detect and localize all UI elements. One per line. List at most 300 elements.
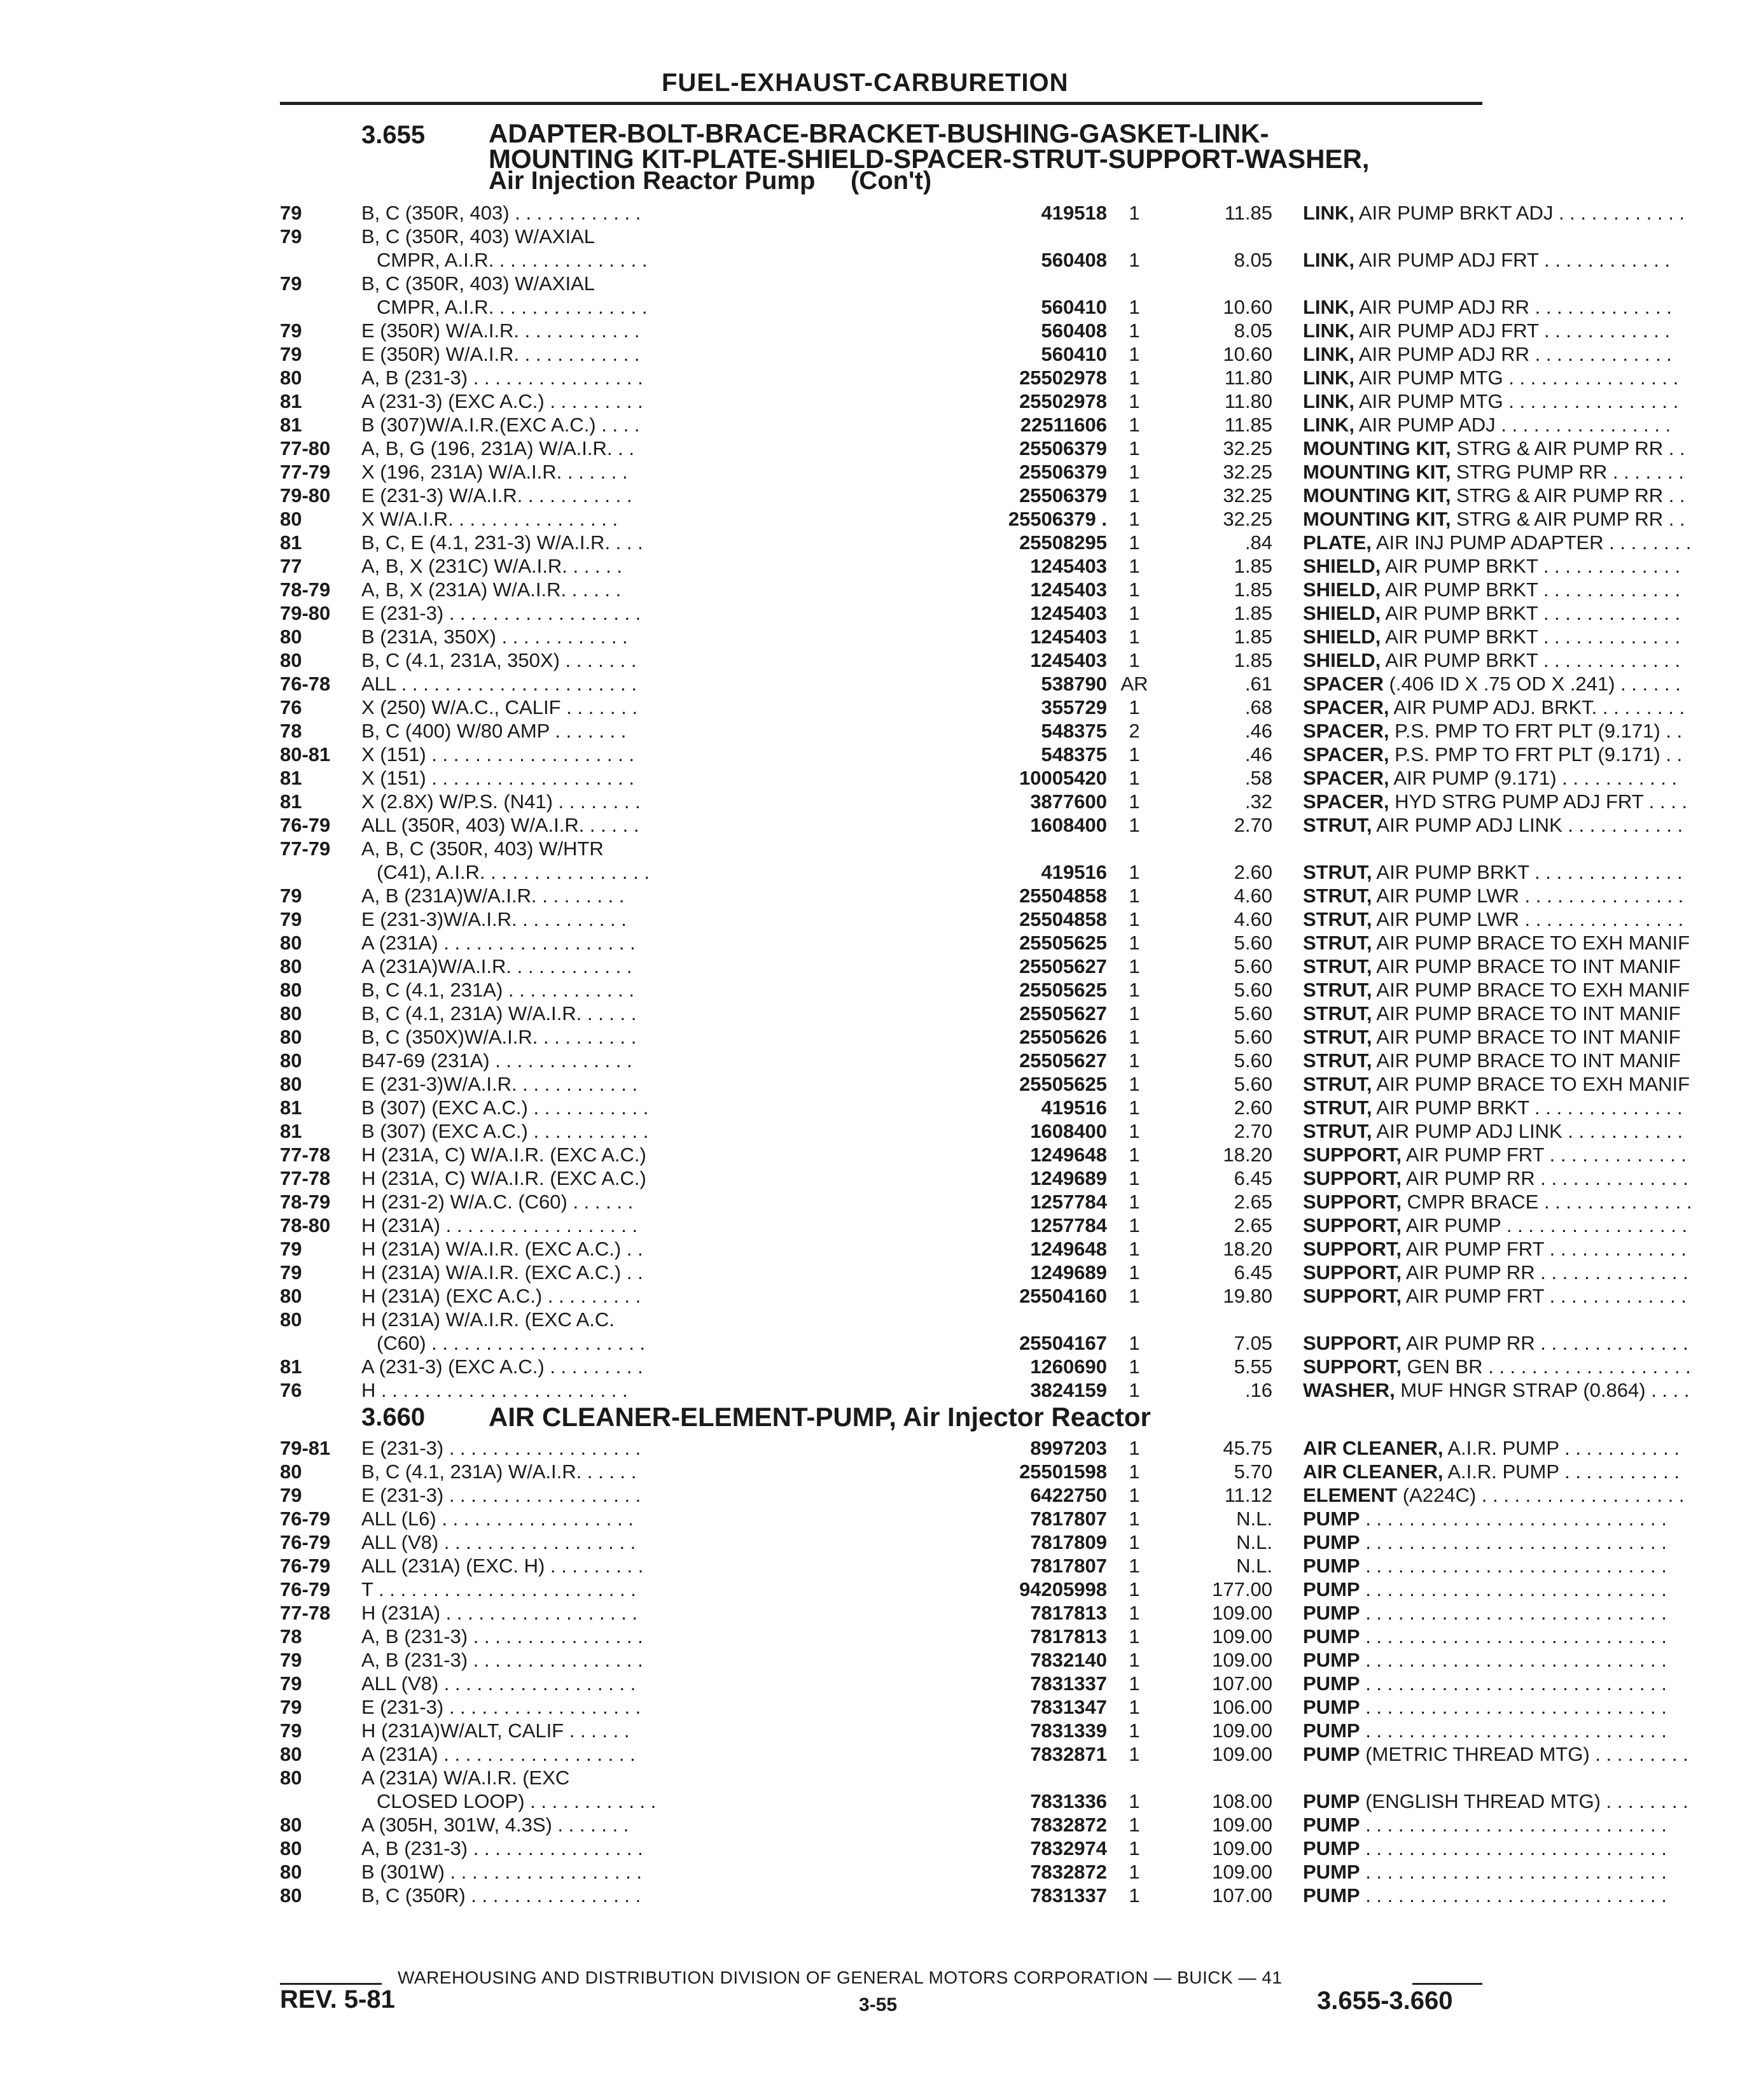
description-detail: . . . . . . . . . . . . . . . . . . . . . . . . . . . . <box>1360 1837 1667 1859</box>
year-cell: 81 <box>280 790 302 813</box>
quantity-cell: 1 <box>1129 955 1140 977</box>
price-cell: 107.00 <box>1212 1672 1272 1695</box>
price-cell: 5.60 <box>1234 1049 1272 1072</box>
description-detail: (.406 ID X .75 OD X .241) . . . . . . <box>1383 673 1681 695</box>
table-row <box>280 1214 1688 1237</box>
application-cell: H (231A) W/A.I.R. (EXC A.C.) . . <box>361 1238 643 1260</box>
description-cell <box>1303 907 1761 931</box>
description-cell <box>1303 1025 1761 1049</box>
description-cell <box>1303 1355 1761 1378</box>
section2-table <box>280 1436 1688 1907</box>
description-name: LINK, <box>1303 319 1354 342</box>
price-cell: .32 <box>1244 790 1272 813</box>
quantity-cell: 1 <box>1129 202 1140 224</box>
description-detail: A.I.R. PUMP . . . . . . . . . . . <box>1443 1460 1680 1483</box>
year-cell: 80 <box>280 367 302 389</box>
price-cell: 11.12 <box>1224 1484 1272 1506</box>
year-cell: 79 <box>280 1484 302 1506</box>
description-cell <box>1303 696 1761 719</box>
table-row <box>280 1460 1680 1483</box>
price-cell: 8.05 <box>1234 249 1272 271</box>
description-name: SUPPORT, <box>1303 1355 1402 1378</box>
application-cell: T . . . . . . . . . . . . . . . . . . . . . . . . <box>361 1578 636 1600</box>
part-number-cell: 25506379 <box>1019 437 1107 459</box>
part-number-cell: 419518 <box>1041 202 1107 224</box>
price-cell: 5.70 <box>1234 1460 1272 1483</box>
price-cell: 109.00 <box>1212 1719 1272 1742</box>
quantity-cell: 1 <box>1129 861 1140 883</box>
table-row <box>280 272 1672 319</box>
quantity-cell: 1 <box>1129 1167 1140 1189</box>
application-cell: B (231A, 350X) . . . . . . . . . . . . <box>361 626 628 648</box>
price-cell: 32.25 <box>1223 437 1272 459</box>
part-number-cell: 560408 <box>1041 319 1107 342</box>
description-name: PUMP <box>1303 1649 1360 1671</box>
price-cell: 5.60 <box>1234 955 1272 977</box>
quantity-cell: 1 <box>1129 1837 1140 1859</box>
description-detail: AIR PUMP BRACE TO INT MANIF <box>1372 1002 1681 1025</box>
header-rule <box>280 102 1482 105</box>
part-number-cell: 25505625 <box>1019 932 1107 954</box>
price-cell: .16 <box>1244 1379 1272 1401</box>
description-cell <box>1303 1554 1761 1578</box>
description-detail: AIR PUMP RR . . . . . . . . . . . . . . <box>1402 1332 1688 1354</box>
table-row <box>280 1554 1667 1578</box>
price-cell: 107.00 <box>1212 1884 1272 1907</box>
section1-title-line1: ADAPTER-BOLT-BRACE-BRACKET-BUSHING-GASKET-LINK- <box>489 118 1269 148</box>
description-detail: . . . . . . . . . . . . . . . . . . . . . . . . . . . . <box>1360 1531 1667 1553</box>
description-name: STRUT, <box>1303 885 1372 907</box>
description-name: LINK, <box>1303 202 1354 224</box>
price-cell: 10.60 <box>1223 343 1272 365</box>
table-row <box>280 1436 1680 1460</box>
table-row <box>280 484 1685 507</box>
description-detail: AIR PUMP BRACE TO INT MANIF <box>1372 1026 1681 1048</box>
description-cell <box>1303 1672 1761 1695</box>
price-cell: 1.85 <box>1234 602 1272 624</box>
application-cell: H (231A) . . . . . . . . . . . . . . . . . . <box>361 1602 638 1624</box>
quantity-cell: 1 <box>1129 1096 1140 1119</box>
year-cell: 78-79 <box>280 578 331 601</box>
table-row <box>280 413 1671 437</box>
price-cell: .46 <box>1244 720 1272 742</box>
year-cell: 79 <box>280 202 302 224</box>
price-cell: 1.85 <box>1234 626 1272 648</box>
description-cell <box>1303 1483 1761 1507</box>
description-name: SUPPORT, <box>1303 1332 1402 1354</box>
price-cell: 5.60 <box>1234 979 1272 1001</box>
year-cell: 81 <box>280 390 302 412</box>
description-cell <box>1303 1648 1761 1672</box>
table-row <box>280 1719 1667 1742</box>
table-row <box>280 907 1684 931</box>
quantity-cell: 1 <box>1129 1049 1140 1072</box>
year-cell: 79 <box>280 319 302 342</box>
table-row <box>280 1625 1667 1648</box>
description-detail: STRG & AIR PUMP RR . . <box>1451 437 1685 459</box>
description-detail: AIR PUMP FRT . . . . . . . . . . . . . <box>1402 1238 1687 1260</box>
description-cell <box>1303 1530 1761 1554</box>
description-cell <box>1303 1378 1761 1402</box>
price-cell: 5.60 <box>1234 1002 1272 1025</box>
price-cell: 6.45 <box>1234 1167 1272 1189</box>
description-name: PUMP <box>1303 1814 1360 1836</box>
part-number-cell: 7831339 <box>1030 1719 1107 1742</box>
part-number-cell: 25506379 <box>1019 484 1107 507</box>
table-row <box>280 389 1679 413</box>
part-number-cell: 560408 <box>1041 249 1107 271</box>
year-cell: 81 <box>280 1120 302 1142</box>
table-row <box>280 1578 1667 1601</box>
table-row <box>280 696 1685 719</box>
part-number-cell: 1257784 <box>1030 1191 1107 1213</box>
part-number-cell: 1245403 <box>1030 626 1107 648</box>
description-cell <box>1303 884 1761 907</box>
description-detail: AIR PUMP ADJ . . . . . . . . . . . . . . . . <box>1354 414 1671 436</box>
description-detail: HYD STRG PUMP ADJ FRT . . . . <box>1389 790 1688 813</box>
description-name: SUPPORT, <box>1303 1144 1402 1166</box>
description-cell <box>1303 507 1761 531</box>
price-cell: 5.55 <box>1234 1355 1272 1378</box>
quantity-cell: 1 <box>1129 1214 1140 1236</box>
description-detail: MUF HNGR STRAP (0.864) . . . . <box>1395 1379 1690 1401</box>
table-row <box>280 1766 1688 1813</box>
application-cell: H (231A) W/A.I.R. (EXC A.C. <box>361 1308 615 1331</box>
description-detail: AIR PUMP ADJ RR . . . . . . . . . . . . . <box>1354 343 1672 365</box>
table-row <box>280 366 1679 389</box>
description-detail: . . . . . . . . . . . . . . . . . . . . . . . . . . . . <box>1360 1649 1667 1671</box>
application-cell: B (307) (EXC A.C.) . . . . . . . . . . . <box>361 1120 649 1142</box>
description-detail: AIR PUMP ADJ LINK . . . . . . . . . . . <box>1372 1120 1683 1142</box>
quantity-cell: 1 <box>1129 1437 1140 1459</box>
description-cell <box>1303 1789 1761 1813</box>
quantity-cell: 1 <box>1129 461 1140 483</box>
year-cell: 76-79 <box>280 1508 331 1530</box>
price-cell: 6.45 <box>1234 1261 1272 1284</box>
year-cell: 76 <box>280 696 302 718</box>
description-cell <box>1303 389 1761 413</box>
description-cell <box>1303 978 1761 1002</box>
table-row <box>280 1672 1667 1695</box>
table-row <box>280 1695 1667 1719</box>
year-cell: 79 <box>280 1696 302 1718</box>
description-cell <box>1303 1072 1761 1096</box>
part-number-cell: 1260690 <box>1030 1355 1107 1378</box>
quantity-cell: 1 <box>1129 1002 1140 1025</box>
table-row <box>280 1072 1690 1096</box>
table-row <box>280 790 1688 813</box>
year-cell: 76-79 <box>280 1578 331 1600</box>
quantity-cell: 1 <box>1129 1191 1140 1213</box>
part-number-cell: 1608400 <box>1030 1120 1107 1142</box>
description-name: AIR CLEANER, <box>1303 1437 1444 1459</box>
description-detail: AIR PUMP RR . . . . . . . . . . . . . . <box>1402 1261 1688 1284</box>
part-number-cell: 25505625 <box>1019 1073 1107 1095</box>
price-cell: 106.00 <box>1212 1696 1272 1718</box>
year-cell: 81 <box>280 767 302 789</box>
part-number-cell: 560410 <box>1041 343 1107 365</box>
year-cell: 80 <box>280 979 302 1001</box>
price-cell: .61 <box>1244 673 1272 695</box>
description-cell <box>1303 790 1761 813</box>
quantity-cell: 1 <box>1129 908 1140 930</box>
description-name: SPACER, <box>1303 790 1389 813</box>
application-cell: B, C (4.1, 231A) W/A.I.R. . . . . . <box>361 1460 637 1483</box>
price-cell: 32.25 <box>1223 508 1272 530</box>
quantity-cell: 1 <box>1129 1508 1140 1530</box>
description-detail: . . . . . . . . . . . . . . . . . . . . . . . . . . . . <box>1360 1696 1667 1718</box>
description-detail: (A224C) . . . . . . . . . . . . . . . . . . . <box>1397 1484 1685 1506</box>
description-name: PUMP <box>1303 1861 1360 1883</box>
table-row <box>280 1308 1688 1355</box>
description-detail: AIR PUMP LWR . . . . . . . . . . . . . . . <box>1372 908 1684 930</box>
description-name: PUMP <box>1303 1602 1360 1624</box>
table-row <box>280 743 1683 766</box>
year-cell: 80 <box>280 1743 302 1765</box>
quantity-cell: 2 <box>1129 720 1140 742</box>
part-number-cell: 7817807 <box>1030 1508 1107 1530</box>
section2-number: 3.660 <box>361 1403 426 1431</box>
part-number-cell: 1249648 <box>1030 1144 1107 1166</box>
price-cell: 10.60 <box>1223 296 1272 318</box>
part-number-cell: 7831336 <box>1030 1790 1107 1812</box>
part-number-cell: 25504167 <box>1019 1332 1107 1354</box>
quantity-cell: 1 <box>1129 1120 1140 1142</box>
application-cell: A, B (231-3) . . . . . . . . . . . . . . . . <box>361 1625 643 1648</box>
description-name: SUPPORT, <box>1303 1167 1402 1189</box>
description-cell <box>1303 413 1761 437</box>
year-cell: 79-80 <box>280 602 331 624</box>
part-number-cell: 7832872 <box>1030 1861 1107 1883</box>
application-cell: ALL (V8) . . . . . . . . . . . . . . . . . . <box>361 1672 636 1695</box>
description-name: LINK, <box>1303 390 1354 412</box>
table-row <box>280 1813 1667 1837</box>
price-cell: 5.60 <box>1234 1073 1272 1095</box>
year-cell: 80 <box>280 1026 302 1048</box>
application-cell: E (350R) W/A.I.R. . . . . . . . . . . . <box>361 343 640 365</box>
quantity-cell: 1 <box>1129 578 1140 601</box>
part-number-cell: 25505625 <box>1019 979 1107 1001</box>
table-row <box>280 1837 1667 1860</box>
part-number-cell: 548375 <box>1041 720 1107 742</box>
quantity-cell: 1 <box>1129 367 1140 389</box>
quantity-cell: 1 <box>1129 390 1140 412</box>
description-cell <box>1303 743 1761 766</box>
table-row <box>280 1025 1681 1049</box>
price-cell: 11.85 <box>1224 414 1272 436</box>
part-number-cell: 94205998 <box>1019 1578 1107 1600</box>
quantity-cell: 1 <box>1129 1144 1140 1166</box>
description-detail: AIR PUMP BRKT . . . . . . . . . . . . . <box>1381 649 1681 671</box>
description-name: PUMP <box>1303 1625 1360 1648</box>
application-cell-continued: CMPR, A.I.R. . . . . . . . . . . . . . . <box>377 296 648 318</box>
part-number-cell: 355729 <box>1041 696 1107 718</box>
description-name: STRUT, <box>1303 979 1372 1001</box>
part-number-cell: 7831337 <box>1030 1672 1107 1695</box>
year-cell: 80 <box>280 1814 302 1836</box>
part-number-cell: 6422750 <box>1030 1484 1107 1506</box>
description-detail: A.I.R. PUMP . . . . . . . . . . . <box>1443 1437 1680 1459</box>
description-name: STRUT, <box>1303 1096 1372 1119</box>
quantity-cell: 1 <box>1129 767 1140 789</box>
description-cell <box>1303 1190 1761 1214</box>
description-name: STRUT, <box>1303 814 1372 836</box>
description-cell <box>1303 1096 1761 1119</box>
table-row <box>280 1483 1685 1507</box>
table-row <box>280 955 1681 978</box>
quantity-cell: 1 <box>1129 1719 1140 1742</box>
table-row <box>280 931 1690 955</box>
part-number-cell: 25502978 <box>1019 367 1107 389</box>
quantity-cell: 1 <box>1129 1073 1140 1095</box>
application-cell: B, C (350R) . . . . . . . . . . . . . . . . <box>361 1884 641 1907</box>
year-cell: 77-78 <box>280 1167 331 1189</box>
application-cell: B, C (4.1, 231A, 350X) . . . . . . . <box>361 649 637 671</box>
year-cell: 76-79 <box>280 1531 331 1553</box>
application-cell: ALL . . . . . . . . . . . . . . . . . . . . . . <box>361 673 637 695</box>
application-cell-continued: CMPR, A.I.R. . . . . . . . . . . . . . . <box>377 249 648 271</box>
quantity-cell: 1 <box>1129 626 1140 648</box>
price-cell: N.L. <box>1236 1508 1272 1530</box>
table-row <box>280 1378 1690 1402</box>
year-cell: 81 <box>280 1355 302 1378</box>
footer-section-range: 3.655-3.660 <box>1317 1987 1453 2015</box>
description-cell <box>1303 484 1761 507</box>
description-cell <box>1303 1143 1761 1166</box>
description-detail: . . . . . . . . . . . . . . . . . . . . . . . . . . . . <box>1360 1508 1667 1530</box>
application-cell: A (231A) W/A.I.R. (EXC <box>361 1767 570 1789</box>
year-cell: 79 <box>280 1672 302 1695</box>
year-cell: 80 <box>280 955 302 977</box>
quantity-cell: 1 <box>1129 814 1140 836</box>
quantity-cell: 1 <box>1129 319 1140 342</box>
section2-title: AIR CLEANER-ELEMENT-PUMP, Air Injector Reactor <box>489 1402 1151 1432</box>
description-detail: AIR PUMP BRKT . . . . . . . . . . . . . . <box>1372 861 1683 883</box>
part-number-cell: 1249648 <box>1030 1238 1107 1260</box>
description-cell <box>1303 1719 1761 1742</box>
description-cell <box>1303 1214 1761 1237</box>
description-name: STRUT, <box>1303 955 1372 977</box>
table-row <box>280 719 1683 743</box>
application-cell: A (231-3) (EXC A.C.) . . . . . . . . . <box>361 1355 643 1378</box>
description-cell <box>1303 1284 1761 1308</box>
part-number-cell: 7817813 <box>1030 1625 1107 1648</box>
application-cell-continued: (C60) . . . . . . . . . . . . . . . . . . . . <box>377 1332 646 1354</box>
table-row <box>280 531 1692 554</box>
footer-page-number: 3-55 <box>859 1994 898 2015</box>
part-number-cell: 3824159 <box>1030 1379 1107 1401</box>
price-cell: 109.00 <box>1212 1649 1272 1671</box>
table-row <box>280 437 1685 460</box>
price-cell: 109.00 <box>1212 1837 1272 1859</box>
application-cell: X (2.8X) W/P.S. (N41) . . . . . . . . <box>361 790 641 813</box>
part-number-cell: 3877600 <box>1030 790 1107 813</box>
part-number-cell: 7817809 <box>1030 1531 1107 1553</box>
part-number-cell: 10005420 <box>1019 767 1107 789</box>
application-cell: X W/A.I.R. . . . . . . . . . . . . . . . <box>361 508 618 530</box>
table-row <box>280 1166 1688 1190</box>
price-cell: N.L. <box>1236 1555 1272 1577</box>
application-cell: A, B (231-3) . . . . . . . . . . . . . . . . <box>361 1649 643 1671</box>
part-number-cell: 25505626 <box>1019 1026 1107 1048</box>
description-detail: (ENGLISH THREAD MTG) . . . . . . . . <box>1360 1790 1688 1812</box>
description-name: SHIELD, <box>1303 578 1381 601</box>
price-cell: 11.80 <box>1224 390 1272 412</box>
price-cell: 18.20 <box>1223 1144 1272 1166</box>
description-name: PLATE, <box>1303 531 1372 554</box>
description-cell <box>1303 672 1761 696</box>
description-detail: CMPR BRACE . . . . . . . . . . . . . . <box>1402 1191 1692 1213</box>
part-number-cell: 1249689 <box>1030 1167 1107 1189</box>
description-name: STRUT, <box>1303 1120 1372 1142</box>
part-number-cell: 7832974 <box>1030 1837 1107 1859</box>
application-cell: H (231A, C) W/A.I.R. (EXC A.C.) <box>361 1167 646 1189</box>
application-cell: B, C (350R, 403) W/AXIAL <box>361 272 595 295</box>
description-name: STRUT, <box>1303 1002 1372 1025</box>
description-detail: AIR PUMP BRKT ADJ . . . . . . . . . . . . <box>1354 202 1685 224</box>
description-detail: AIR PUMP MTG . . . . . . . . . . . . . . . . <box>1354 390 1679 412</box>
year-cell: 80 <box>280 508 302 530</box>
quantity-cell: 1 <box>1129 508 1140 530</box>
application-cell: B, C (400) W/80 AMP . . . . . . . <box>361 720 627 742</box>
year-cell: 76 <box>280 1379 302 1401</box>
section1-title-line2: MOUNTING KIT-PLATE-SHIELD-SPACER-STRUT-SUPPORT-WASHER, <box>489 144 1370 174</box>
price-cell: 4.60 <box>1234 885 1272 907</box>
year-cell: 80 <box>280 1460 302 1483</box>
description-detail: . . . . . . . . . . . . . . . . . . . . . . . . . . . . <box>1360 1884 1667 1907</box>
description-cell <box>1303 955 1761 978</box>
application-cell: A (305H, 301W, 4.3S) . . . . . . . <box>361 1814 629 1836</box>
year-cell: 79 <box>280 272 302 295</box>
application-cell: B (307) (EXC A.C.) . . . . . . . . . . . <box>361 1096 649 1119</box>
year-cell: 79-80 <box>280 484 331 507</box>
description-detail: AIR PUMP BRACE TO INT MANIF <box>1372 955 1681 977</box>
quantity-cell: 1 <box>1129 790 1140 813</box>
year-cell: 80 <box>280 1049 302 1072</box>
table-row <box>280 225 1671 272</box>
part-number-cell: 7831347 <box>1030 1696 1107 1718</box>
quantity-cell: 1 <box>1129 979 1140 1001</box>
description-name: SHIELD, <box>1303 649 1381 671</box>
part-number-cell: 25506379 <box>1019 461 1107 483</box>
price-cell: 109.00 <box>1212 1743 1272 1765</box>
description-name: SHIELD, <box>1303 555 1381 577</box>
quantity-cell: 1 <box>1129 1026 1140 1048</box>
year-cell: 78-79 <box>280 1191 331 1213</box>
section1-number: 3.655 <box>361 121 426 149</box>
quantity-cell: 1 <box>1129 1332 1140 1354</box>
footer-rule-left <box>280 1983 382 1985</box>
application-cell: E (350R) W/A.I.R. . . . . . . . . . . . <box>361 319 640 342</box>
application-cell: H . . . . . . . . . . . . . . . . . . . . . . . <box>361 1379 628 1401</box>
price-cell: 1.85 <box>1234 649 1272 671</box>
year-cell: 78 <box>280 1625 302 1648</box>
price-cell: 2.65 <box>1234 1191 1272 1213</box>
description-name: MOUNTING KIT, <box>1303 461 1451 483</box>
description-name: LINK, <box>1303 367 1354 389</box>
application-cell: E (231-3) . . . . . . . . . . . . . . . . . . <box>361 1484 641 1506</box>
application-cell: H (231-2) W/A.C. (C60) . . . . . . <box>361 1191 634 1213</box>
description-detail: AIR PUMP ADJ FRT . . . . . . . . . . . . <box>1354 319 1671 342</box>
year-cell: 80-81 <box>280 743 331 766</box>
application-cell: A, B, G (196, 231A) W/A.I.R. . . <box>361 437 634 459</box>
quantity-cell: 1 <box>1129 484 1140 507</box>
table-row <box>280 342 1672 366</box>
description-name: LINK, <box>1303 249 1354 271</box>
description-detail: AIR PUMP BRKT . . . . . . . . . . . . . . <box>1372 1096 1683 1119</box>
quantity-cell: 1 <box>1129 1672 1140 1695</box>
quantity-cell: 1 <box>1129 296 1140 318</box>
